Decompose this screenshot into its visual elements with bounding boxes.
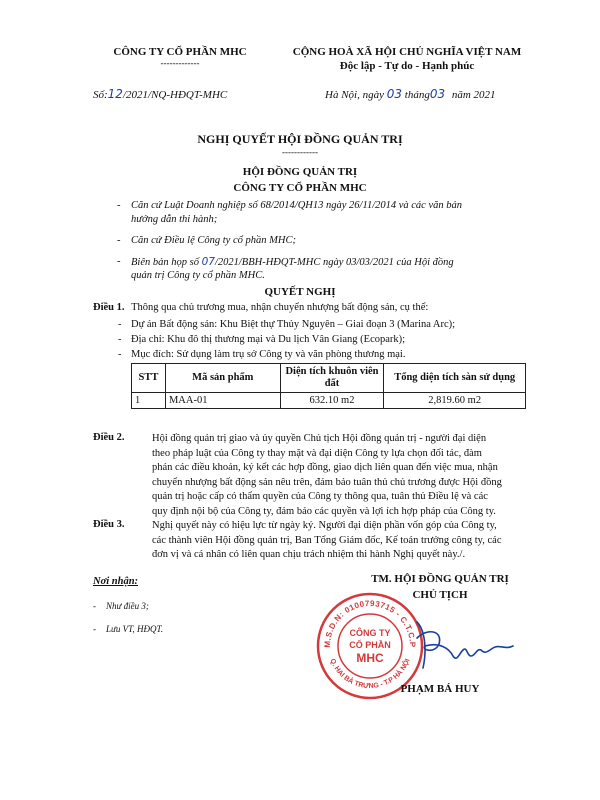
resolution-title: NGHỊ QUYẾT HỘI ĐỒNG QUẢN TRỊ [197, 132, 403, 146]
handwritten-day: 03 [386, 87, 403, 101]
table-header-cell: Tổng diện tích sàn sử dụng [384, 364, 526, 393]
recipients-title: Nơi nhận: [93, 576, 139, 587]
table-header-row [132, 364, 526, 393]
seal-center-line: MHC [356, 651, 384, 665]
handwritten-signature [395, 610, 525, 680]
article-1-item: Mục đích: Sử dụng làm trụ sở Công ty và văn phòng thương mại. [131, 349, 406, 360]
article-2-text: Hội đồng quản trị giao và ủy quyền Chủ tịch Hội đồng quản trị - người đại diện theo pháp luật của Công ty thay mặt và đại diện Công ty lựa chọn đối tác, đàm phán các điều khoản, ký kết các hợp đồng, giao dịch liên quan đến việc mua, nhận chuyển nhượng bất động sản nêu trên, đảm bảo tuân thủ chủ trương được Hội đồng quản trị hoặc cấp có thẩm quyền của Công ty thông qua, tuân thủ Điều lệ và các quy định nội bộ của Công ty, đảm bảo các quyền và lợi ích hợp pháp của Công ty. [152, 433, 502, 517]
preamble-law: Căn cứ Luật Doanh nghiệp số 68/2014/QH13 ngày 26/11/2014 và các văn bản [131, 200, 463, 211]
document-number: Số:12/2021/NQ-HĐQT-MHC [93, 87, 228, 101]
seal-center-line: CÔNG TY [349, 628, 391, 638]
table-cell: 1 [132, 393, 166, 409]
preamble-charter: Căn cứ Điều lệ Công ty cổ phần MHC; [131, 235, 296, 246]
article-1: Điều 1. Thông qua chủ trương mua, nhận chuyển nhượng bất động sản, cụ thể: [93, 302, 429, 313]
table-cell: 632.10 m2 [280, 393, 384, 409]
preamble-dash: - [117, 200, 121, 211]
company-rule: ------------- [160, 58, 200, 68]
signature-org: TM. HỘI ĐỒNG QUẢN TRỊ [371, 573, 509, 585]
nation-heading: CỘNG HOÀ XÃ HỘI CHỦ NGHĨA VIỆT NAM [292, 46, 522, 58]
product-table [131, 363, 526, 409]
preamble-law-cont: hướng dẫn thi hành; [131, 214, 218, 225]
handwritten-minutes-number: 07 [201, 256, 215, 268]
company-name: CÔNG TY CỔ PHẦN MHC [113, 46, 247, 58]
signatory-name: PHẠM BÁ HUY [400, 683, 480, 695]
preamble-minutes: Biên bản họp số 07/2021/BBH-HĐQT-MHC ngày 03/03/2021 của Hội đồng [131, 256, 454, 268]
resolution-heading: QUYẾT NGHỊ [264, 286, 336, 298]
seal-center-line: CỔ PHẦN [349, 640, 391, 650]
preamble-dash: - [117, 256, 121, 267]
seal-ring-text: M.S.D.N: 0100793715 - C.T.C.P [322, 598, 418, 648]
article-3-label: Điều 3. [93, 519, 125, 530]
preamble-dash: - [117, 235, 121, 246]
signature-role: CHỦ TỊCH [412, 589, 468, 601]
handwritten-number: 12 [107, 87, 123, 101]
recipient-item: Như điều 3; [106, 601, 149, 611]
table-header-cell: STT [132, 364, 166, 393]
article-2-label: Điều 2. [93, 432, 125, 443]
recipient-item: Lưu VT, HĐQT. [106, 624, 164, 634]
article-1-item: Địa chỉ: Khu đô thị thương mại và Du lịch Vân Giang (Ecopark); [131, 334, 406, 345]
table-header-cell: Diện tích khuôn viên đất [280, 364, 384, 393]
board-heading: HỘI ĐỒNG QUẢN TRỊ [242, 166, 358, 178]
document-date: Hà Nội, ngày 03 tháng03 năm 2021 [325, 87, 496, 101]
table-cell: MAA-01 [165, 393, 280, 409]
article-3-text: Nghị quyết này có hiệu lực từ ngày ký. Người đại diện phần vốn góp của Công ty, các thành viên Hội đồng quản trị, Ban Tổng Giám đốc, Kế toán trưởng công ty, các đơn vị và cá nhân có liên quan chịu trách nhiệm thi hành Nghị quyết này./. [152, 520, 502, 560]
table-cell: 2,819.60 m2 [384, 393, 526, 409]
national-motto: Độc lập - Tự do - Hạnh phúc [339, 60, 475, 72]
handwritten-month: 03 [429, 87, 446, 101]
seal-ring-bottom: Q. HAI BÀ TRƯNG - T.P HÀ NỘI [328, 657, 412, 691]
title-rule: ------------ [282, 147, 318, 157]
preamble-minutes-cont: quản trị Công ty cổ phần MHC. [131, 270, 265, 281]
company-heading: CÔNG TY CỔ PHẦN MHC [233, 182, 367, 194]
article-1-item: Dự án Bất động sản: Khu Biệt thự Thủy Nguyên – Giai đoạn 3 (Marina Arc); [131, 319, 456, 330]
table-row [132, 393, 526, 409]
table-header-cell: Mã sản phẩm [165, 364, 280, 393]
